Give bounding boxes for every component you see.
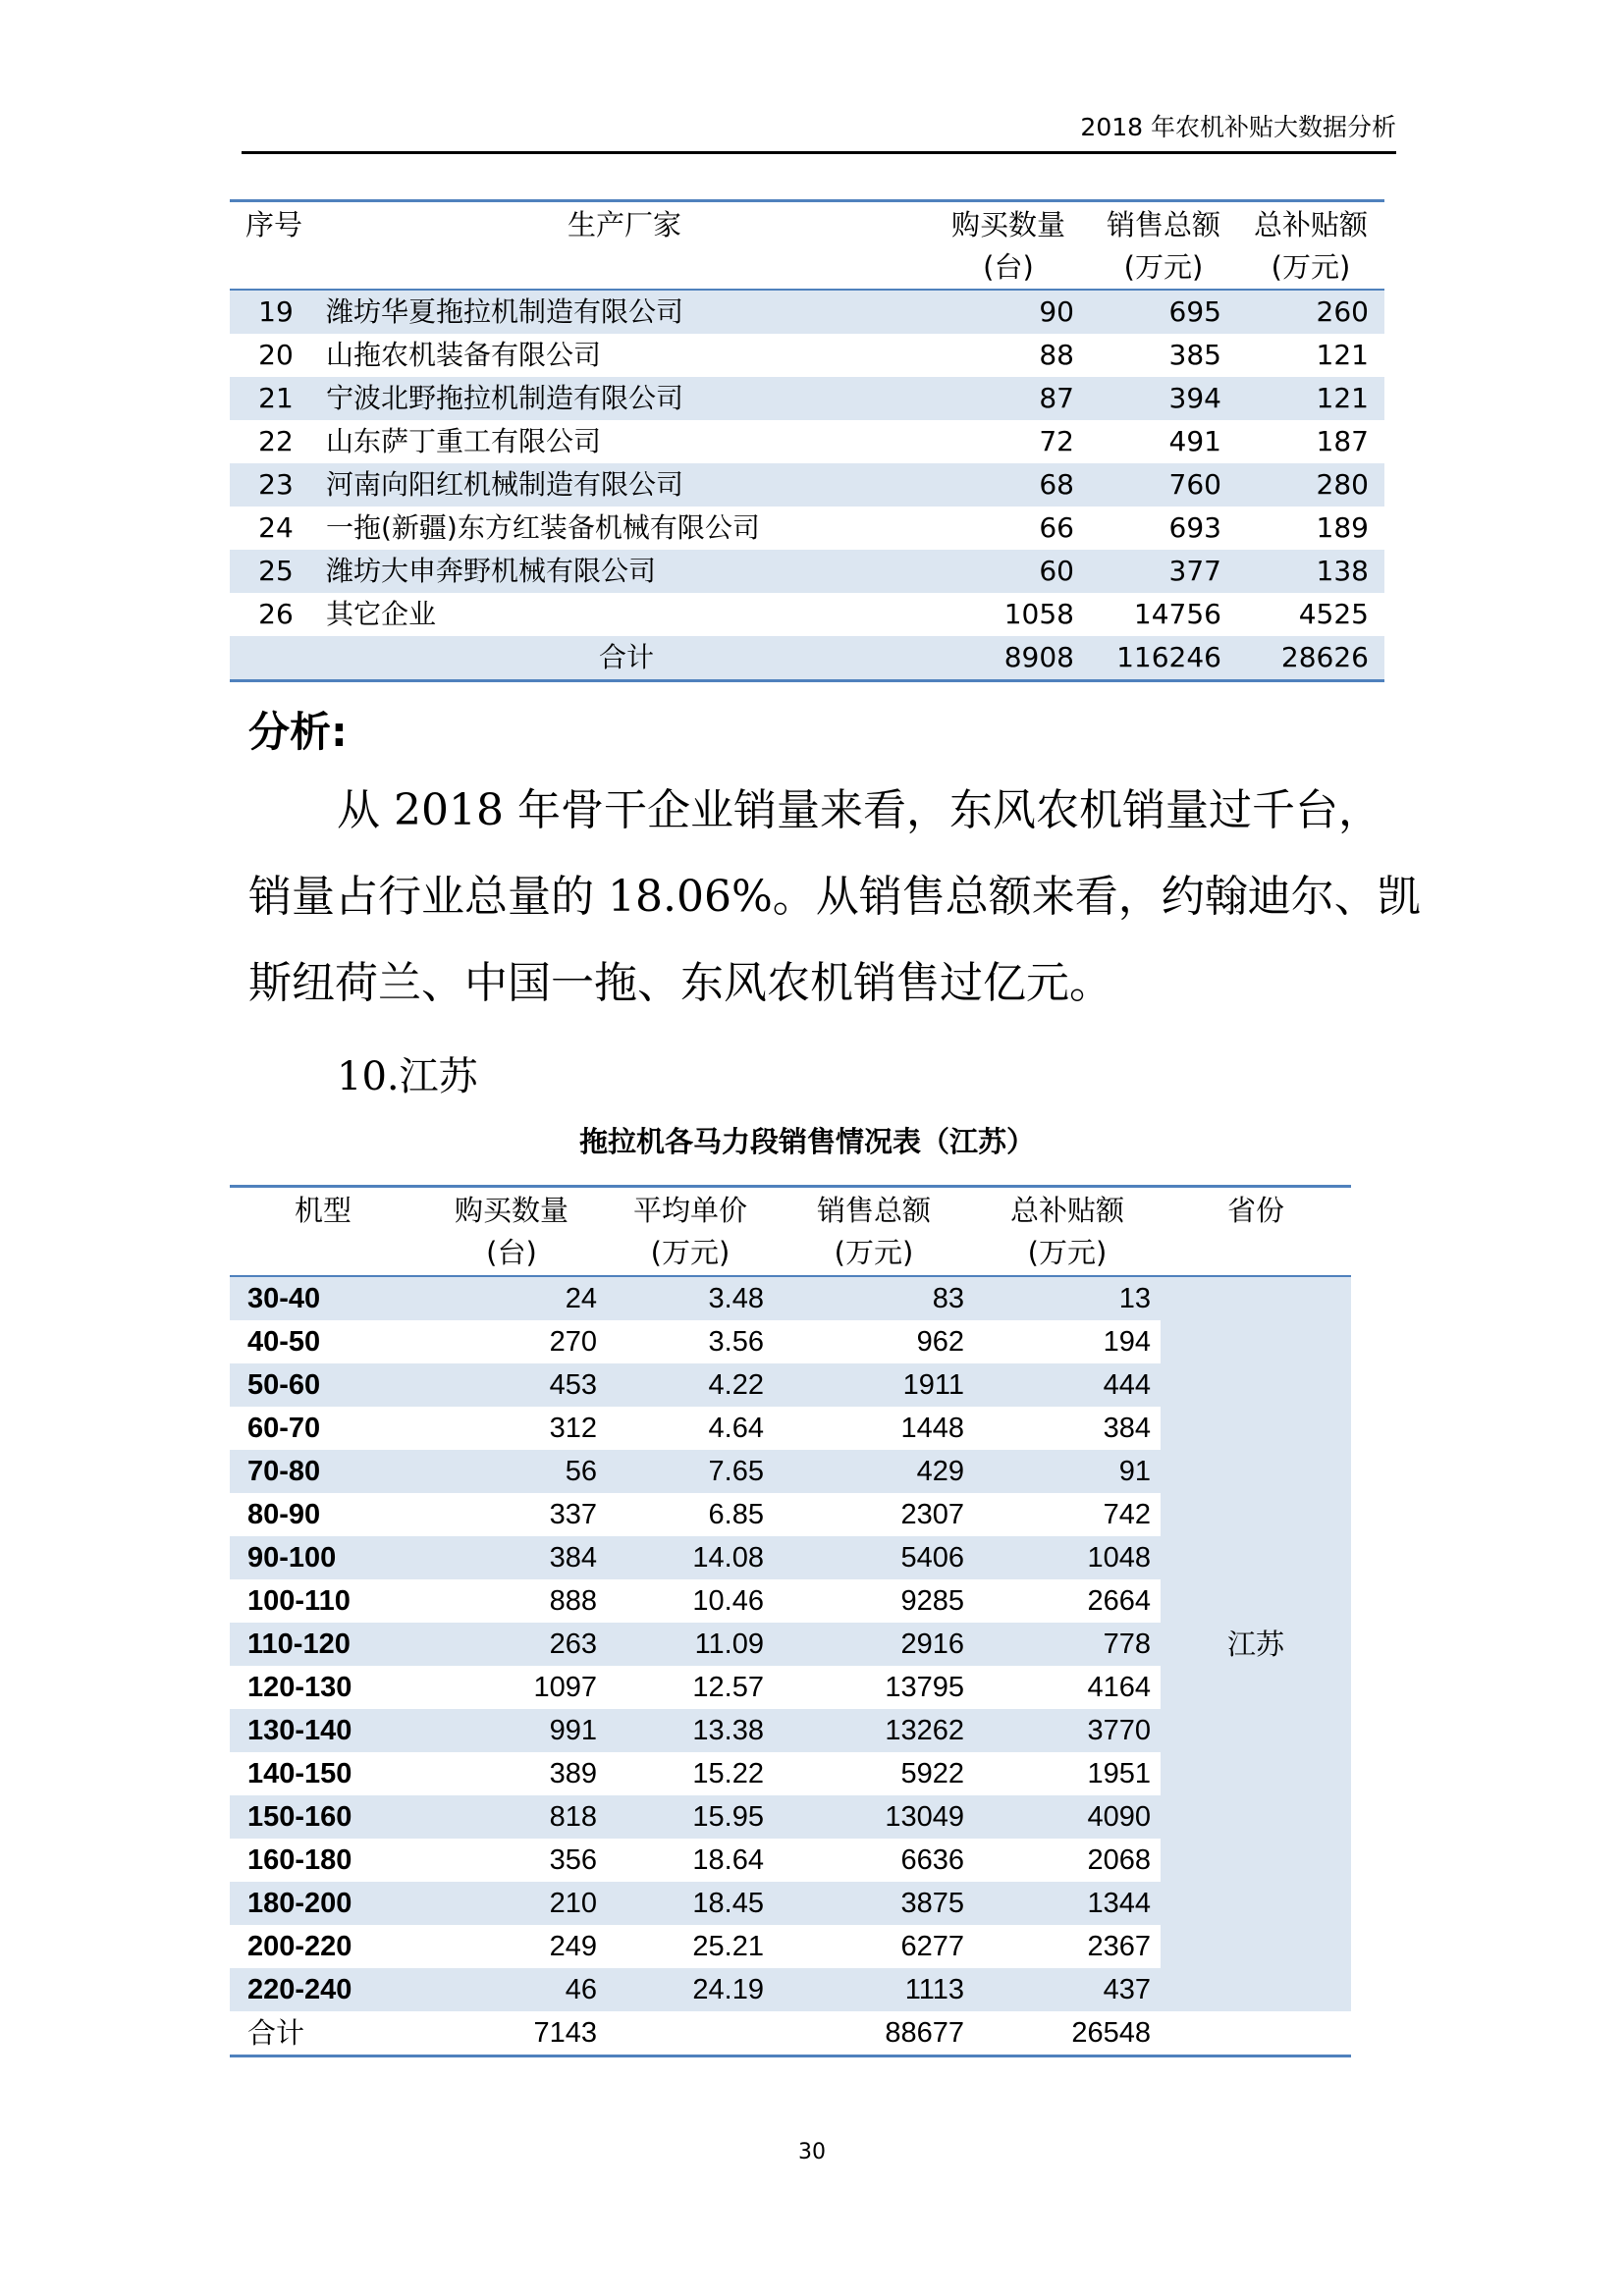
analysis-heading: 分析: <box>248 708 348 756</box>
paragraph-line: 从 2018 年骨干企业销量来看，东风农机销量过千台， <box>337 785 1381 835</box>
table-row: 19 潍坊华夏拖拉机制造有限公司 90 695 260 <box>230 290 1384 334</box>
table-row: 22 山东萨丁重工有限公司 72 491 187 <box>258 425 1369 457</box>
table-row: 100-110 888 10.46 9285 2664 <box>247 1584 1151 1617</box>
col-header-province: 省份 <box>1226 1194 1284 1227</box>
col-header-qty: 购买数量 (台) <box>950 208 1065 284</box>
table-row: 40-50 270 3.56 962 194 <box>247 1325 1151 1358</box>
table-row: 21 宁波北野拖拉机制造有限公司 87 394 121 <box>230 377 1384 420</box>
table-row: 180-200 210 18.45 3875 1344 <box>230 1882 1351 1925</box>
table-row: 220-240 46 24.19 1113 437 <box>230 1968 1351 2011</box>
table-row: 23 河南向阳红机械制造有限公司 68 760 280 <box>230 463 1384 507</box>
table-row: 120-130 1097 12.57 13795 4164 <box>247 1671 1151 1703</box>
paragraph-line: 销量占行业总量的 18.06%。从销售总额来看，约翰迪尔、凯 <box>248 872 1421 922</box>
table-row: 30-40 24 3.48 83 13 江苏 <box>230 1276 1351 1320</box>
header-rule <box>242 151 1396 154</box>
col-header-price: 平均单价 (万元) <box>632 1194 747 1269</box>
table-row: 150-160 818 15.95 13049 4090 <box>230 1795 1351 1839</box>
col-header-company: 生产厂家 <box>567 208 681 241</box>
table-row: 26 其它企业 1058 14756 4525 <box>258 598 1369 630</box>
paragraph-line: 斯纽荷兰、中国一拖、东风农机销售过亿元。 <box>248 958 1112 1008</box>
table-caption: 拖拉机各马力段销售情况表（江苏） <box>578 1125 1035 1158</box>
running-header: 2018 年农机补贴大数据分析 <box>1080 113 1396 141</box>
col-header-no: 序号 <box>245 208 303 241</box>
table-header-row <box>230 201 1384 291</box>
table-row: 60-70 312 4.64 1448 384 <box>247 1412 1151 1444</box>
table-row: 50-60 453 4.22 1911 444 <box>230 1363 1351 1407</box>
province-cell: 江苏 <box>1161 1276 1351 2011</box>
col-header-sales: 销售总额 (万元) <box>816 1194 931 1269</box>
col-header-subsidy: 总补贴额 (万元) <box>1009 1194 1124 1269</box>
table-row: 25 潍坊大申奔野机械有限公司 60 377 138 <box>230 550 1384 593</box>
table-row: 80-90 337 6.85 2307 742 <box>247 1498 1151 1530</box>
table-row: 160-180 356 18.64 6636 2068 <box>247 1843 1151 1876</box>
col-header-type: 机型 <box>294 1194 352 1227</box>
page-number: 30 <box>798 2140 826 2164</box>
table-row: 140-150 389 15.22 5922 1951 <box>247 1757 1151 1789</box>
table-row: 20 山拖农机装备有限公司 88 385 121 <box>258 339 1369 371</box>
table-total-row: 合计 7143 88677 26548 <box>247 2015 1151 2050</box>
table-row: 110-120 263 11.09 2916 778 <box>230 1623 1351 1666</box>
manufacturer-sales-table <box>230 199 1384 682</box>
table-row: 200-220 249 25.21 6277 2367 <box>247 1930 1151 1962</box>
table-total-row: 合计 8908 116246 28626 <box>230 636 1384 681</box>
table-row: 70-80 56 7.65 429 91 <box>230 1450 1351 1493</box>
col-header-sales: 销售总额 (万元) <box>1106 208 1220 284</box>
table-header-row <box>230 1187 1351 1276</box>
table-row: 130-140 991 13.38 13262 3770 <box>230 1709 1351 1752</box>
table-row: 24 一拖(新疆)东方红装备机械有限公司 66 693 189 <box>258 511 1369 544</box>
section-heading: 10.江苏 <box>337 1054 478 1099</box>
horsepower-sales-table <box>230 1185 1351 2057</box>
col-header-subsidy: 总补贴额 (万元) <box>1253 208 1368 284</box>
col-header-qty: 购买数量 (台) <box>454 1194 568 1269</box>
table-row: 90-100 384 14.08 5406 1048 <box>230 1536 1351 1579</box>
analysis-paragraph <box>248 768 1421 1027</box>
